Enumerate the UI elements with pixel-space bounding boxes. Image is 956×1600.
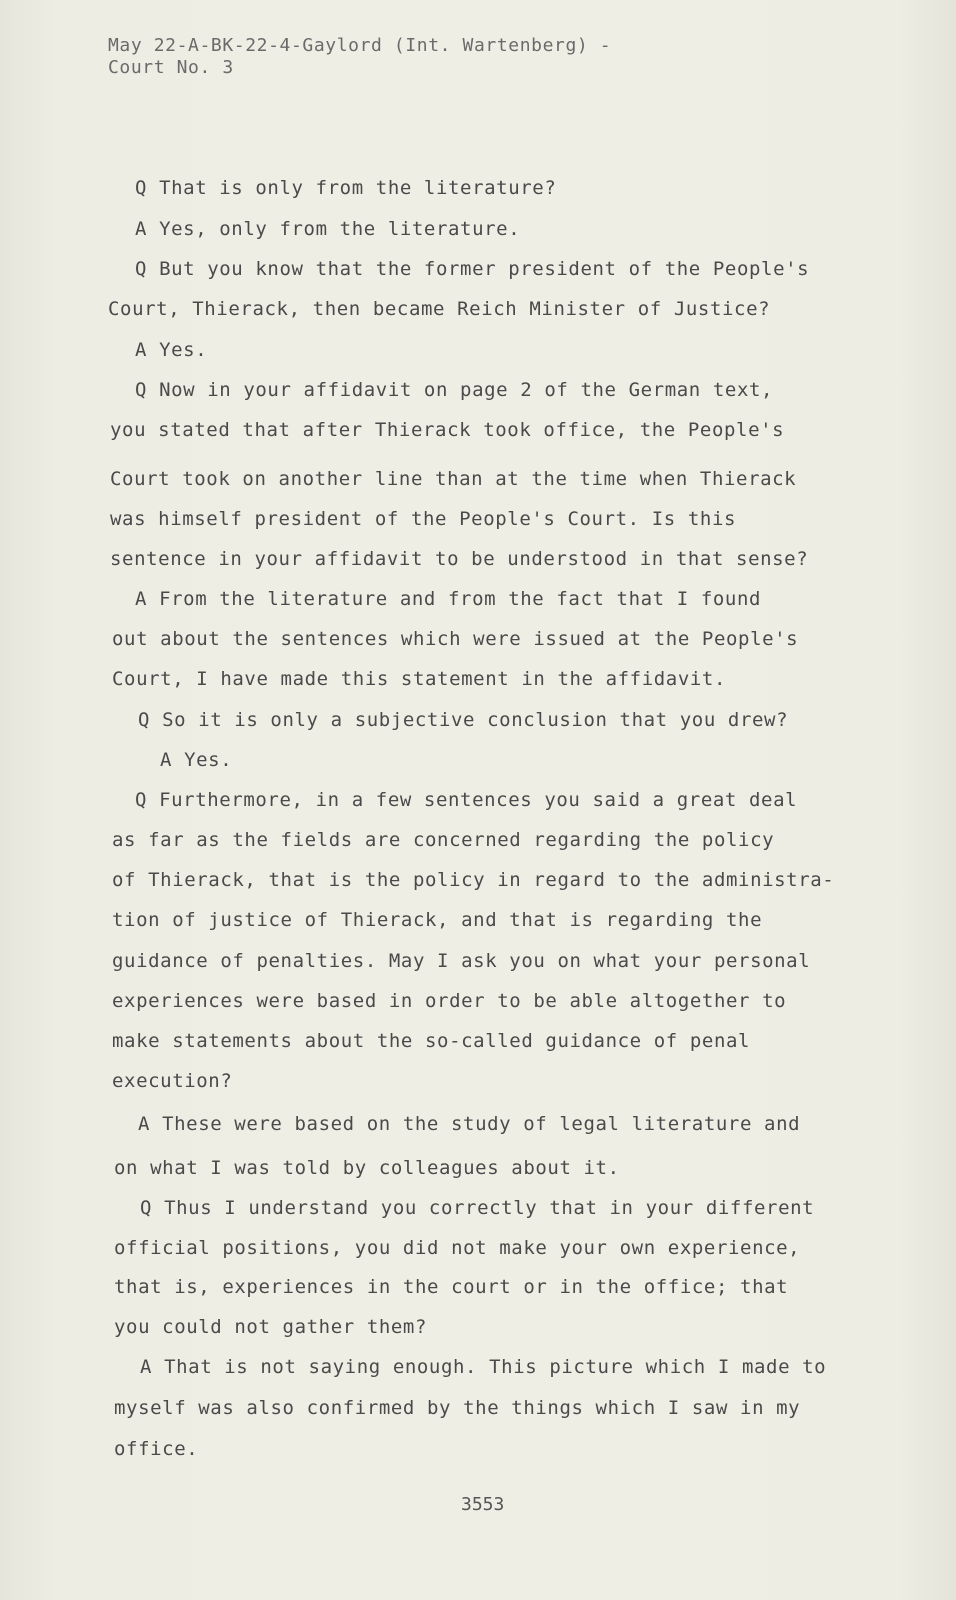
body-line: myself was also confirmed by the things which I saw in my (114, 1397, 801, 1419)
body-line: Court, Thierack, then became Reich Minister of Justice? (108, 298, 771, 320)
body-line: guidance of penalties. May I ask you on what your personal (112, 950, 811, 972)
body-line: Q Furthermore, in a few sentences you said a great deal (135, 789, 798, 811)
body-line: experiences were based in order to be able altogether to (112, 990, 787, 1012)
body-line: make statements about the so-called guidance of penal (112, 1030, 751, 1052)
body-line: Q Now in your affidavit on page 2 of the German text, (135, 379, 774, 401)
body-line: out about the sentences which were issued at the People's (112, 628, 799, 650)
body-line: A That is not saying enough. This picture which I made to (140, 1356, 827, 1378)
body-line: Q But you know that the former president of the People's (135, 258, 810, 280)
body-line: on what I was told by colleagues about it. (114, 1157, 620, 1179)
body-line: A These were based on the study of legal literature and (138, 1113, 801, 1135)
body-line: Court, I have made this statement in the affidavit. (112, 668, 726, 690)
body-line: tion of justice of Thierack, and that is regarding the (112, 909, 763, 931)
body-line: of Thierack, that is the policy in regard to the administra- (112, 869, 835, 891)
body-line: A From the literature and from the fact that I found (135, 588, 762, 610)
body-line: that is, experiences in the court or in the office; that (114, 1276, 789, 1298)
body-line: Q Thus I understand you correctly that in your different (140, 1197, 815, 1219)
body-line: official positions, you did not make your own experience, (114, 1237, 801, 1259)
body-line: office. (114, 1438, 199, 1460)
body-line: Q So it is only a subjective conclusion that you drew? (138, 709, 789, 731)
body-line: sentence in your affidavit to be understood in that sense? (110, 548, 809, 570)
body-line: you could not gather them? (114, 1316, 428, 1338)
body-line: as far as the fields are concerned regarding the policy (112, 829, 775, 851)
body-line: A Yes. (135, 339, 208, 361)
header-line-2: Court No. 3 (108, 57, 234, 78)
body-line: A Yes, only from the literature. (135, 218, 521, 240)
body-line: execution? (112, 1070, 233, 1092)
body-line: you stated that after Thierack took office, the People's (110, 419, 785, 441)
header-line-1: May 22-A-BK-22-4-Gaylord (Int. Wartenberg) - (108, 35, 612, 56)
body-line: Court took on another line than at the time when Thierack (110, 468, 797, 490)
body-line: A Yes. (160, 749, 233, 771)
body-line: was himself president of the People's Court. Is this (110, 508, 737, 530)
page-number: 3553 (461, 1494, 505, 1515)
body-line: Q That is only from the literature? (135, 177, 557, 199)
